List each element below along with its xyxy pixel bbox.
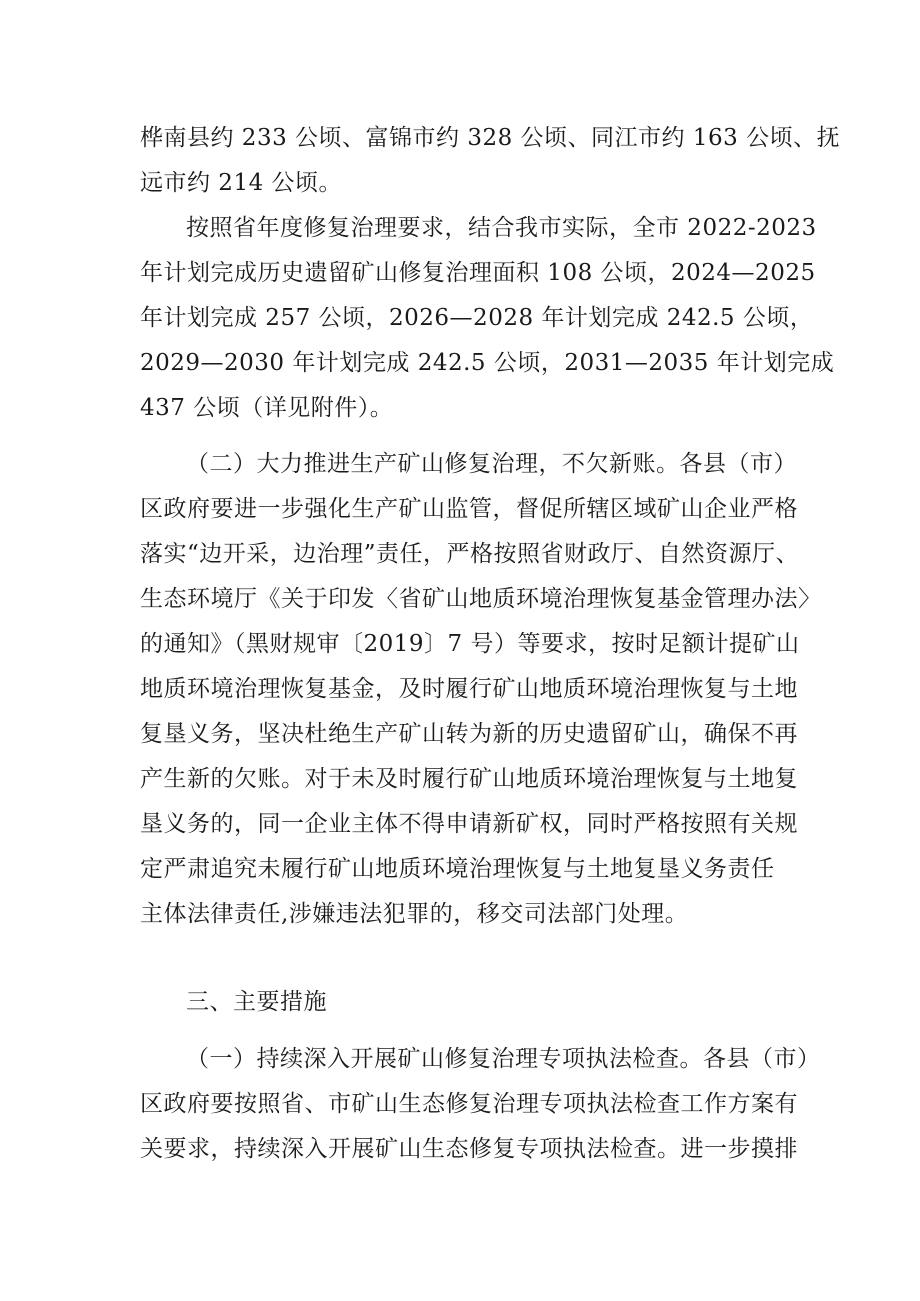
text-line: 的通知》（黑财规审〔2019〕7 号）等要求，按时足额计提矿山: [140, 631, 800, 657]
paragraph-enforcement: [140, 1037, 821, 1172]
section-heading-measures: [140, 980, 790, 1025]
text-line: 地质环境治理恢复基金，及时履行矿山地质环境治理恢复与土地: [140, 676, 798, 702]
section-heading: 三、主要措施: [186, 989, 327, 1015]
text-line: 关要求，持续深入开展矿山生态修复专项执法检查。进一步摸排: [140, 1136, 798, 1162]
paragraph-annual-plan: [140, 206, 835, 431]
text-line: 垦义务的，同一企业主体不得申请新矿权，同时严格按照有关规: [140, 811, 798, 837]
text-line: 产生新的欠账。对于未及时履行矿山地质环境治理恢复与土地复: [140, 766, 798, 792]
paragraph-production-mines: [140, 442, 822, 937]
text-line: 主体法律责任,涉嫌违法犯罪的，移交司法部门处理。: [140, 901, 689, 927]
text-line: 远市约 214 公顷。: [140, 170, 343, 196]
text-line: （一）持续深入开展矿山修复治理专项执法检查。各县（市）: [186, 1046, 821, 1072]
text-line: 437 公顷（详见附件）。: [140, 395, 394, 421]
text-line: 2029—2030 年计划完成 242.5 公顷，2031—2035 年计划完成: [140, 350, 835, 376]
text-line: 年计划完成 257 公顷，2026—2028 年计划完成 242.5 公顷，: [140, 305, 814, 331]
paragraph-county-areas: [140, 116, 841, 206]
text-line: （二）大力推进生产矿山修复治理，不欠新账。各县（市）: [186, 451, 797, 477]
text-line: 桦南县约 233 公顷、富锦市约 328 公顷、同江市约 163 公顷、抚: [140, 125, 841, 151]
text-line: 生态环境厅《关于印发〈省矿山地质环境治理恢复基金管理办法〉: [140, 586, 822, 612]
text-line: 复垦义务，坚决杜绝生产矿山转为新的历史遗留矿山，确保不再: [140, 721, 798, 747]
text-line: 定严肃追究未履行矿山地质环境治理恢复与土地复垦义务责任: [140, 856, 775, 882]
text-line: 区政府要进一步强化生产矿山监管，督促所辖区域矿山企业严格: [140, 496, 798, 522]
text-line: 落实“边开采，边治理”责任，严格按照省财政厅、自然资源厅、: [140, 541, 800, 567]
text-line: 年计划完成历史遗留矿山修复治理面积 108 公顷，2024—2025: [140, 260, 816, 286]
text-line: 区政府要按照省、市矿山生态修复治理专项执法检查工作方案有: [140, 1091, 798, 1117]
text-line: 按照省年度修复治理要求，结合我市实际，全市 2022-2023: [186, 215, 817, 241]
